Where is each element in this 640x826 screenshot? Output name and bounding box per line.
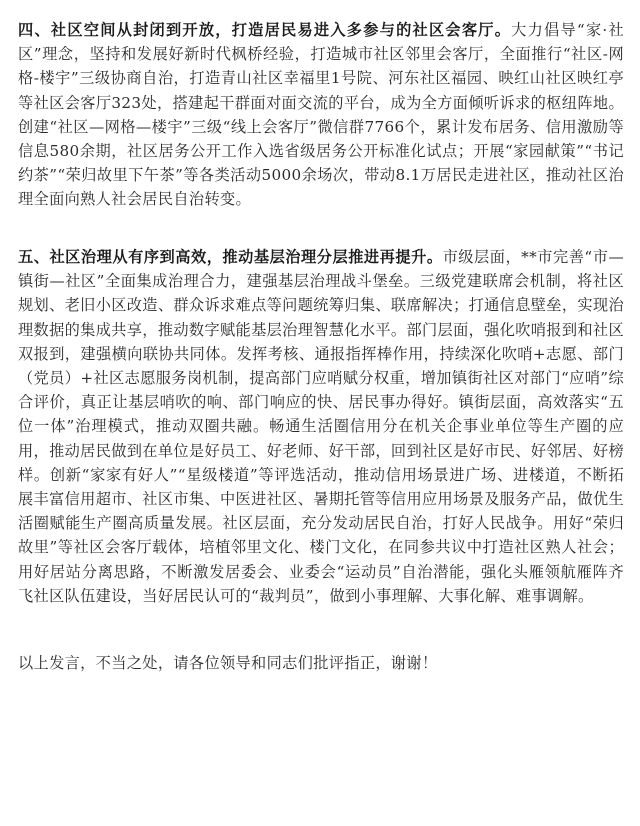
paragraph-section-five bbox=[18, 245, 624, 608]
section-five-body: 市级层面，**市完善“市—镇街—社区”全面集成治理合力，建强基层治理战斗堡垒。三级党建联席会机制，将社区规划、老旧小区改造、群众诉求难点等问题统筹归集、联席解决；打通信息壁垒，实现治理数据的集成共享，推动数字赋能基层治理智慧化水平。部门层面，强化吹哨报到和社区双报到，建强横向联协共同体。发挥考核、通报指挥棒作用，持续深化吹哨+志愿、部门（党员）+社区志愿服务岗机制，提高部门应哨赋分权重，增加镇街社区对部门“应哨”综合评价，真正让基层哨吹的响、部门响应的快、居民事办得好。镇街层面，高效落实“五位一体”治理模式，推动双圈共融。畅通生活圈信用分在机关企事业单位等生产圈的应用，推动居民做到在单位是好员工、好老师、好干部，回到社区是好市民、好邻居、好榜样。创新“家家有好人”“星级楼道”等评选活动，推动信用场景进广场、进楼道，不断拓展丰富信用超市、社区市集、中医进社区、暑期托管等信用应用场景及服务产品，做优生活圈赋能生产圈高质量发展。社区层面，充分发动居民自治，打好人民战争。用好“荣归故里”等社区会客厅载体，培植邻里文化、楼门文化，在同参共议中打造社区熟人社会；用好居站分离思路，不断激发居委会、业委会“运动员”自治潜能，强化头雁领航雁阵齐飞社区队伍建设，当好居民认可的“裁判员”，做到小事理解、大事化解、难事调解。 bbox=[18, 248, 624, 605]
section-five-heading: 五、社区治理从有序到高效，推动基层治理分层推进再提升。 bbox=[18, 248, 443, 266]
section-four-body: 大力倡导“家·社区”理念，坚持和发展好新时代枫桥经验，打造城市社区邻里会客厅，全面推行“社区-网格-楼宇”三级协商自治，打造青山社区幸福里1号院、河东社区福园、映红山社区映红亭等社区会客厅323处，搭建起干群面对面交流的平台，成为全方面倾听诉求的枢纽阵地。创建“社区—网格—楼宇”三级“线上会客厅”微信群7766个，累计发布居务、信用激励等信息580余期，社区居务公开工作入选省级居务公开标准化试点；开展“家园献策”“书记约茶”“荣归故里下午茶”等各类活动5000余场次，带动8.1万居民走进社区，推动社区治理全面向熟人社会居民自治转变。 bbox=[18, 21, 624, 209]
paragraph-section-four bbox=[18, 18, 624, 212]
closing-paragraph bbox=[18, 651, 624, 675]
closing-text: 以上发言，不当之处，请各位领导和同志们批评指正，谢谢！ bbox=[18, 654, 438, 672]
section-four-heading: 四、社区空间从封闭到开放，打造居民易进入多参与的社区会客厅。 bbox=[18, 21, 512, 39]
